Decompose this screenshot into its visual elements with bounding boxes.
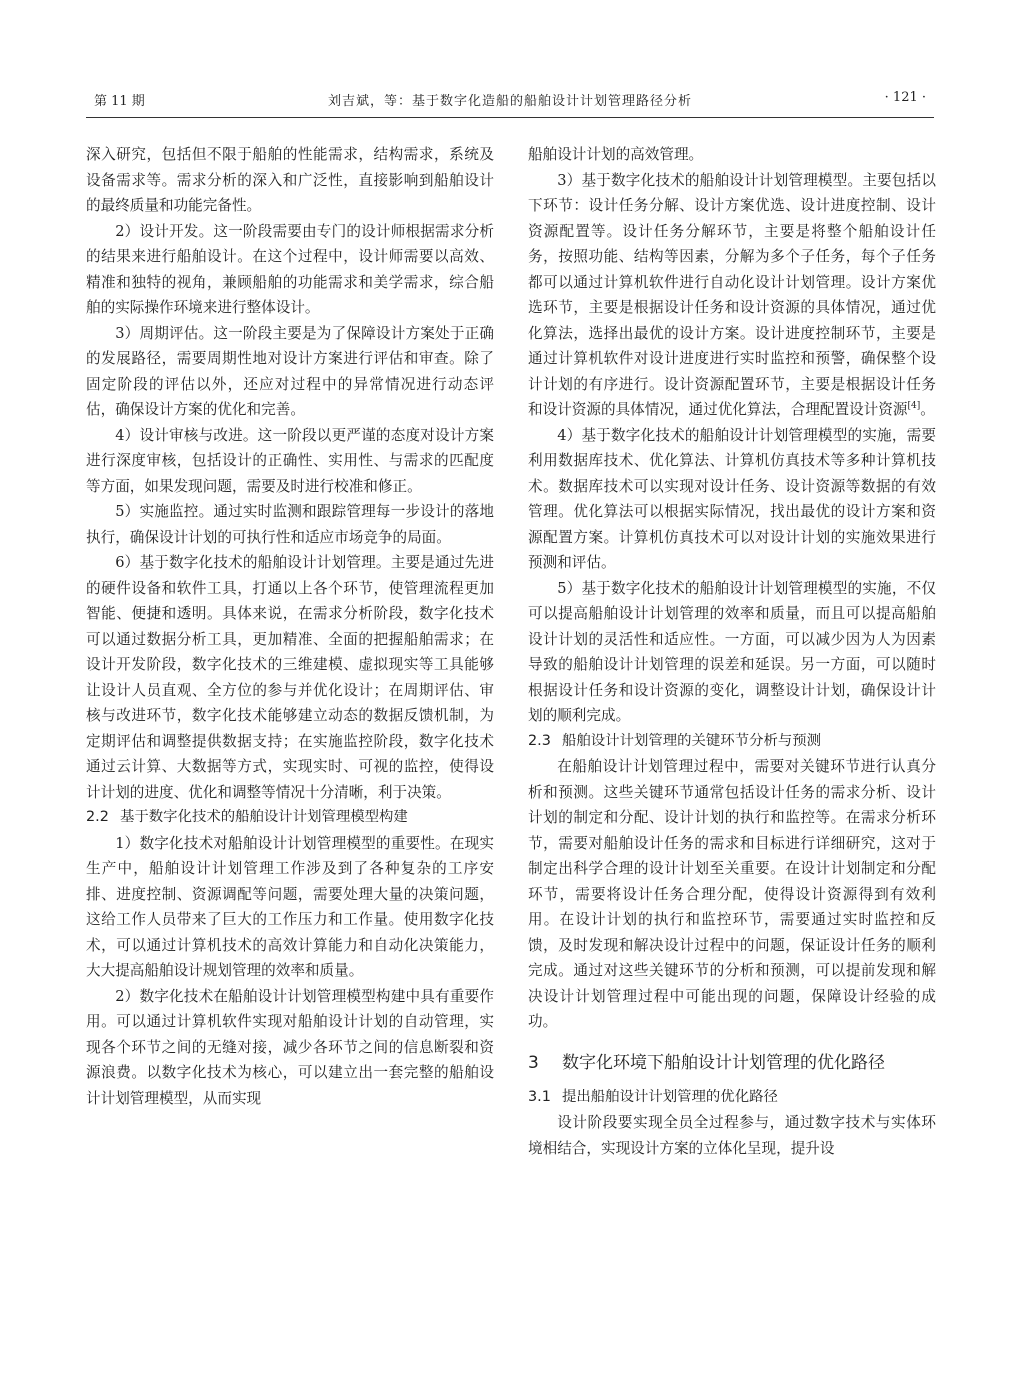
left-column (86, 142, 494, 1111)
paragraph: 6）基于数字化技术的船舶设计计划管理。主要是通过先进的硬件设备和软件工具，打通以上各个环节，使管理流程更加智能、便捷和透明。具体来说，在需求分析阶段，数字化技术可以通过数据分析工具，更加精准、全面的把握船舶需求；在设计开发阶段，数字化技术的三维建模、虚拟现实等工具能够让设计人员直观、全方位的参与并优化设计；在周期评估、审核与改进环节，数字化技术能够建立动态的数据反馈机制，为定期评估和调整提供数据支持；在实施监控阶段，数字化技术通过云计算、大数据等方式，实现实时、可视的监控，使得设计计划的进度、优化和调整等情况十分清晰，利于决策。 (86, 554, 494, 801)
paragraph: 2）数字化技术在船舶设计计划管理模型构建中具有重要作用。可以通过计算机软件实现对船舶设计计划的自动管理，实现各个环节之间的无缝对接，减少各环节之间的信息断裂和资源浪费。以数字化技术为核心，可以建立出一套完整的船舶设计计划管理模型，从而实现 (86, 987, 494, 1107)
section-number: 3.1 (528, 1088, 551, 1105)
paragraph: 设计阶段要实现全员全过程参与，通过数字技术与实体环境相结合，实现设计方案的立体化呈现，提升设 (528, 1114, 936, 1157)
section-title: 数字化环境下船舶设计计划管理的优化路径 (562, 1052, 885, 1073)
citation: [4] (907, 401, 921, 412)
right-column (528, 142, 936, 1161)
section-title: 基于数字化技术的船舶设计计划管理模型构建 (120, 809, 408, 825)
page-number: · 121 · (884, 90, 926, 105)
paragraph: 4）设计审核与改进。这一阶段以更严谨的态度对设计方案进行深度审核，包括设计的正确性、实用性、与需求的匹配度等方面，如果发现问题，需要及时进行校准和修正。 (86, 426, 494, 495)
issue-label: 第 11 期 (94, 94, 145, 109)
section-heading-3-1 (528, 1085, 936, 1111)
section-number: 3 (528, 1052, 539, 1073)
section-number: 2.3 (528, 732, 551, 749)
paragraph: 5）实施监控。通过实时监测和跟踪管理每一步设计的落地执行，确保设计计划的可执行性和适应市场竞争的局面。 (86, 503, 494, 546)
paragraph: 3）周期评估。这一阶段主要是为了保障设计方案处于正确的发展路径，需要周期性地对设计方案进行评估和审查。除了固定阶段的评估以外，还应对过程中的异常情况进行动态评估，确保设计方案的优化和完善。 (86, 324, 494, 418)
section-title: 提出船舶设计计划管理的优化路径 (562, 1088, 778, 1105)
section-heading-2-2 (86, 805, 494, 831)
paragraph: 5）基于数字化技术的船舶设计计划管理模型的实施，不仅可以提高船舶设计计划管理的效率和质量，而且可以提高船舶设计计划的灵活性和适应性。一方面，可以减少因为人为因素导致的船舶设计计划管理的误差和延误。另一方面，可以随时根据设计任务和设计资源的变化，调整设计计划，确保设计计划的顺利完成。 (528, 579, 936, 724)
paragraph: 2）设计开发。这一阶段需要由专门的设计师根据需求分析的结果来进行船舶设计。在这个过程中，设计师需要以高效、精准和独特的视角，兼顾船舶的功能需求和美学需求，综合船舶的实际操作环境来进行整体设计。 (86, 222, 494, 316)
paragraph-text: 3）基于数字化技术的船舶设计计划管理模型。主要包括以下环节：设计任务分解、设计方案优选、设计进度控制、设计资源配置等。设计任务分解环节，主要是将整个船舶设计任务，按照功能、结构等因素，分解为多个子任务，每个子任务都可以通过计算机软件进行自动化设计计划管理。设计方案优选环节，主要是根据设计任务和设计资源的具体情况，通过优化算法，选择出最优的设计方案。设计进度控制环节，主要是通过计算机软件对设计进度进行实时监控和预警，确保整个设计计划的有序进行。设计资源配置环节，主要是根据设计任务和设计资源的具体情况，通过优化算法，合理配置设计资源 (528, 171, 936, 418)
paragraph (528, 168, 936, 423)
punctuation: 。 (920, 401, 935, 418)
running-header (86, 86, 934, 112)
header-divider (86, 117, 934, 118)
section-title: 船舶设计计划管理的关键环节分析与预测 (562, 732, 822, 749)
section-heading-2-3 (528, 729, 936, 755)
paragraph: 4）基于数字化技术的船舶设计计划管理模型的实施，需要利用数据库技术、优化算法、计算机仿真技术等多种计算机技术。数据库技术可以实现对设计任务、设计资源等数据的有效管理。优化算法可以根据实际情况，找出最优的设计方案和资源配置方案。计算机仿真技术可以对设计计划的实施效果进行预测和评估。 (528, 426, 936, 571)
section-heading-3 (528, 1049, 936, 1077)
paragraph: 在船舶设计计划管理过程中，需要对关键环节进行认真分析和预测。这些关键环节通常包括设计任务的需求分析、设计计划的制定和分配、设计计划的执行和监控等。在需求分析环节，需要对船舶设计任务的需求和目标进行详细研究，这对于制定出科学合理的设计计划至关重要。在设计计划制定和分配环节，需要将设计任务合理分配，使得设计资源得到有效利用。在设计计划的执行和监控环节，需要通过实时监控和反馈，及时发现和解决设计过程中的问题，保证设计任务的顺利完成。通过对这些关键环节的分析和预测，可以提前发现和解决设计计划管理过程中可能出现的问题，保障设计经验的成功。 (528, 758, 936, 1030)
running-title: 刘吉斌，等：基于数字化造船的船舶设计计划管理路径分析 (327, 94, 692, 109)
paragraph: 船舶设计计划的高效管理。 (528, 146, 704, 163)
paragraph: 1）数字化技术对船舶设计计划管理模型的重要性。在现实生产中，船舶设计计划管理工作涉及到了各种复杂的工序安排、进度控制、资源调配等问题，需要处理大量的决策问题，这给工作人员带来了巨大的工作压力和工作量。使用数字化技术，可以通过计算机技术的高效计算能力和自动化决策能力，大大提高船舶设计规划管理的效率和质量。 (86, 834, 494, 979)
section-number: 2.2 (86, 809, 109, 825)
paragraph: 深入研究，包括但不限于船舶的性能需求，结构需求，系统及设备需求等。需求分析的深入和广泛性，直接影响到船舶设计的最终质量和功能完备性。 (86, 146, 494, 214)
